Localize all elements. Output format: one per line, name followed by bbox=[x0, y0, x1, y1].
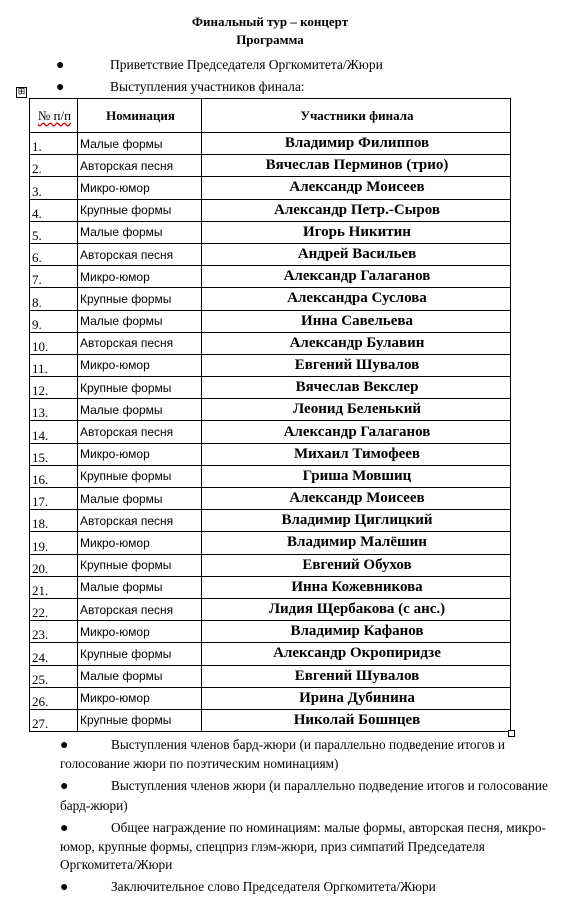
table-row bbox=[30, 687, 511, 709]
row-number: 3. bbox=[30, 177, 78, 199]
table-row bbox=[30, 621, 511, 643]
row-number: 10. bbox=[30, 332, 78, 354]
row-participant: Александр Булавин bbox=[202, 332, 511, 354]
row-number: 26. bbox=[30, 687, 78, 709]
row-number: 16. bbox=[30, 465, 78, 487]
bullet-icon: ● bbox=[56, 80, 65, 95]
row-number: 4. bbox=[30, 199, 78, 221]
table-row bbox=[30, 598, 511, 620]
row-number: 5. bbox=[30, 221, 78, 243]
row-number: 6. bbox=[30, 243, 78, 265]
closing-item-jury bbox=[60, 777, 560, 814]
row-nomination: Микро-юмор bbox=[78, 266, 202, 288]
row-participant: Ирина Дубинина bbox=[202, 687, 511, 709]
row-participant: Александр Окропиридзе bbox=[202, 643, 511, 665]
row-nomination: Малые формы bbox=[78, 310, 202, 332]
row-nomination: Микро-юмор bbox=[78, 443, 202, 465]
closing-item-final-word bbox=[60, 878, 560, 897]
row-number: 21. bbox=[30, 576, 78, 598]
row-participant: Михаил Тимофеев bbox=[202, 443, 511, 465]
table-row bbox=[30, 709, 511, 731]
table-row bbox=[30, 310, 511, 332]
row-number: 1. bbox=[30, 133, 78, 155]
row-nomination: Микро-юмор bbox=[78, 532, 202, 554]
row-participant: Александр Моисеев bbox=[202, 177, 511, 199]
row-nomination: Малые формы bbox=[78, 576, 202, 598]
row-nomination: Авторская песня bbox=[78, 243, 202, 265]
table-row bbox=[30, 665, 511, 687]
row-nomination: Крупные формы bbox=[78, 199, 202, 221]
row-number: 27. bbox=[30, 709, 78, 731]
bullet-icon: ● bbox=[60, 779, 69, 795]
row-participant: Владимир Филиппов bbox=[202, 133, 511, 155]
intro-item-text: Приветствие Председателя Оргкомитета/Жюри bbox=[110, 57, 383, 72]
table-row bbox=[30, 354, 511, 376]
row-number: 11. bbox=[30, 354, 78, 376]
row-nomination: Крупные формы bbox=[78, 709, 202, 731]
row-number: 22. bbox=[30, 598, 78, 620]
intro-item-text: Выступления участников финала: bbox=[110, 79, 305, 94]
table-row bbox=[30, 643, 511, 665]
closing-item-text: Выступления членов бард-жюри (и параллельно подведение итогов и голосование жюри по поэтическим номинациям) bbox=[60, 737, 506, 772]
table-row bbox=[30, 554, 511, 576]
row-nomination: Крупные формы bbox=[78, 554, 202, 576]
row-participant: Александр Моисеев bbox=[202, 488, 511, 510]
row-number: 17. bbox=[30, 488, 78, 510]
row-nomination: Малые формы bbox=[78, 399, 202, 421]
row-nomination: Авторская песня bbox=[78, 332, 202, 354]
row-nomination: Микро-юмор bbox=[78, 621, 202, 643]
row-nomination: Малые формы bbox=[78, 488, 202, 510]
header-num-label: № п/п bbox=[37, 107, 72, 123]
row-number: 24. bbox=[30, 643, 78, 665]
table-row bbox=[30, 399, 511, 421]
table-row bbox=[30, 532, 511, 554]
row-nomination: Микро-юмор bbox=[78, 177, 202, 199]
table-row bbox=[30, 332, 511, 354]
row-nomination: Микро-юмор bbox=[78, 687, 202, 709]
table-row bbox=[30, 465, 511, 487]
row-participant: Инна Савельева bbox=[202, 310, 511, 332]
closing-list bbox=[60, 736, 560, 902]
table-row bbox=[30, 155, 511, 177]
table-row bbox=[30, 177, 511, 199]
row-nomination: Авторская песня bbox=[78, 421, 202, 443]
table-row bbox=[30, 377, 511, 399]
row-participant: Евгений Шувалов bbox=[202, 354, 511, 376]
table-move-handle-icon[interactable]: ⊞ bbox=[17, 87, 26, 97]
row-nomination: Малые формы bbox=[78, 133, 202, 155]
closing-item-text: Заключительное слово Председателя Оргкомитета/Жюри bbox=[111, 879, 436, 895]
closing-item-bard-jury bbox=[60, 736, 560, 773]
row-number: 20. bbox=[30, 554, 78, 576]
row-nomination: Авторская песня bbox=[78, 510, 202, 532]
row-number: 25. bbox=[30, 665, 78, 687]
table-row bbox=[30, 199, 511, 221]
finalists-table bbox=[29, 98, 511, 732]
table-row bbox=[30, 221, 511, 243]
row-nomination: Авторская песня bbox=[78, 598, 202, 620]
header-participants: Участники финала bbox=[202, 99, 511, 133]
row-participant: Вячеслав Векслер bbox=[202, 377, 511, 399]
page-subtitle: Программа bbox=[236, 32, 304, 47]
row-participant: Владимир Циглицкий bbox=[202, 510, 511, 532]
row-number: 13. bbox=[30, 399, 78, 421]
table-row bbox=[30, 243, 511, 265]
table-header-row bbox=[30, 99, 511, 133]
row-participant: Николай Бошнцев bbox=[202, 709, 511, 731]
row-number: 7. bbox=[30, 266, 78, 288]
table-body bbox=[30, 133, 511, 732]
row-participant: Владимир Малёшин bbox=[202, 532, 511, 554]
bullet-icon: ● bbox=[56, 58, 65, 73]
row-participant: Андрей Васильев bbox=[202, 243, 511, 265]
row-number: 9. bbox=[30, 310, 78, 332]
closing-item-text: Выступления членов жюри (и параллельно подведение итогов и голосование бард-жюри) bbox=[60, 778, 548, 813]
table-row bbox=[30, 133, 511, 155]
row-participant: Евгений Обухов bbox=[202, 554, 511, 576]
table-row bbox=[30, 510, 511, 532]
row-participant: Александра Суслова bbox=[202, 288, 511, 310]
row-nomination: Крупные формы bbox=[78, 465, 202, 487]
header-nomination: Номинация bbox=[78, 99, 202, 133]
row-nomination: Крупные формы bbox=[78, 643, 202, 665]
intro-item-performances bbox=[56, 78, 305, 97]
intro-item-greeting bbox=[56, 56, 383, 75]
row-nomination: Микро-юмор bbox=[78, 354, 202, 376]
row-participant: Игорь Никитин bbox=[202, 221, 511, 243]
row-number: 14. bbox=[30, 421, 78, 443]
row-number: 15. bbox=[30, 443, 78, 465]
page-title: Финальный тур – концерт bbox=[191, 14, 349, 29]
row-participant: Евгений Шувалов bbox=[202, 665, 511, 687]
row-number: 23. bbox=[30, 621, 78, 643]
bullet-icon: ● bbox=[60, 820, 69, 836]
table-row bbox=[30, 288, 511, 310]
row-nomination: Крупные формы bbox=[78, 288, 202, 310]
bullet-icon: ● bbox=[60, 738, 69, 753]
bullet-icon: ● bbox=[60, 880, 69, 896]
closing-item-awards bbox=[60, 819, 560, 875]
closing-item-text: Общее награждение по номинациям: малые формы, авторская песня, микро-юмор, крупные формы, спецприз глэм-жюри, приз симпатий Председателя Оргкомитета/Жюри bbox=[60, 819, 546, 873]
row-number: 19. bbox=[30, 532, 78, 554]
table-row bbox=[30, 443, 511, 465]
row-participant: Вячеслав Перминов (трио) bbox=[202, 155, 511, 177]
row-participant: Лидия Щербакова (с анс.) bbox=[202, 598, 511, 620]
row-participant: Александр Галаганов bbox=[202, 266, 511, 288]
table-row bbox=[30, 266, 511, 288]
row-participant: Леонид Беленький bbox=[202, 399, 511, 421]
row-nomination: Авторская песня bbox=[78, 155, 202, 177]
row-number: 18. bbox=[30, 510, 78, 532]
row-number: 8. bbox=[30, 288, 78, 310]
row-participant: Гриша Мовшиц bbox=[202, 465, 511, 487]
row-number: 12. bbox=[30, 377, 78, 399]
row-participant: Владимир Кафанов bbox=[202, 621, 511, 643]
header-num bbox=[30, 99, 78, 133]
table-row bbox=[30, 421, 511, 443]
row-participant: Инна Кожевникова bbox=[202, 576, 511, 598]
row-participant: Александр Галаганов bbox=[202, 421, 511, 443]
row-nomination: Крупные формы bbox=[78, 377, 202, 399]
table-row bbox=[30, 488, 511, 510]
row-nomination: Малые формы bbox=[78, 665, 202, 687]
table-row bbox=[30, 576, 511, 598]
row-nomination: Малые формы bbox=[78, 221, 202, 243]
row-number: 2. bbox=[30, 155, 78, 177]
row-participant: Александр Петр.-Сыров bbox=[202, 199, 511, 221]
